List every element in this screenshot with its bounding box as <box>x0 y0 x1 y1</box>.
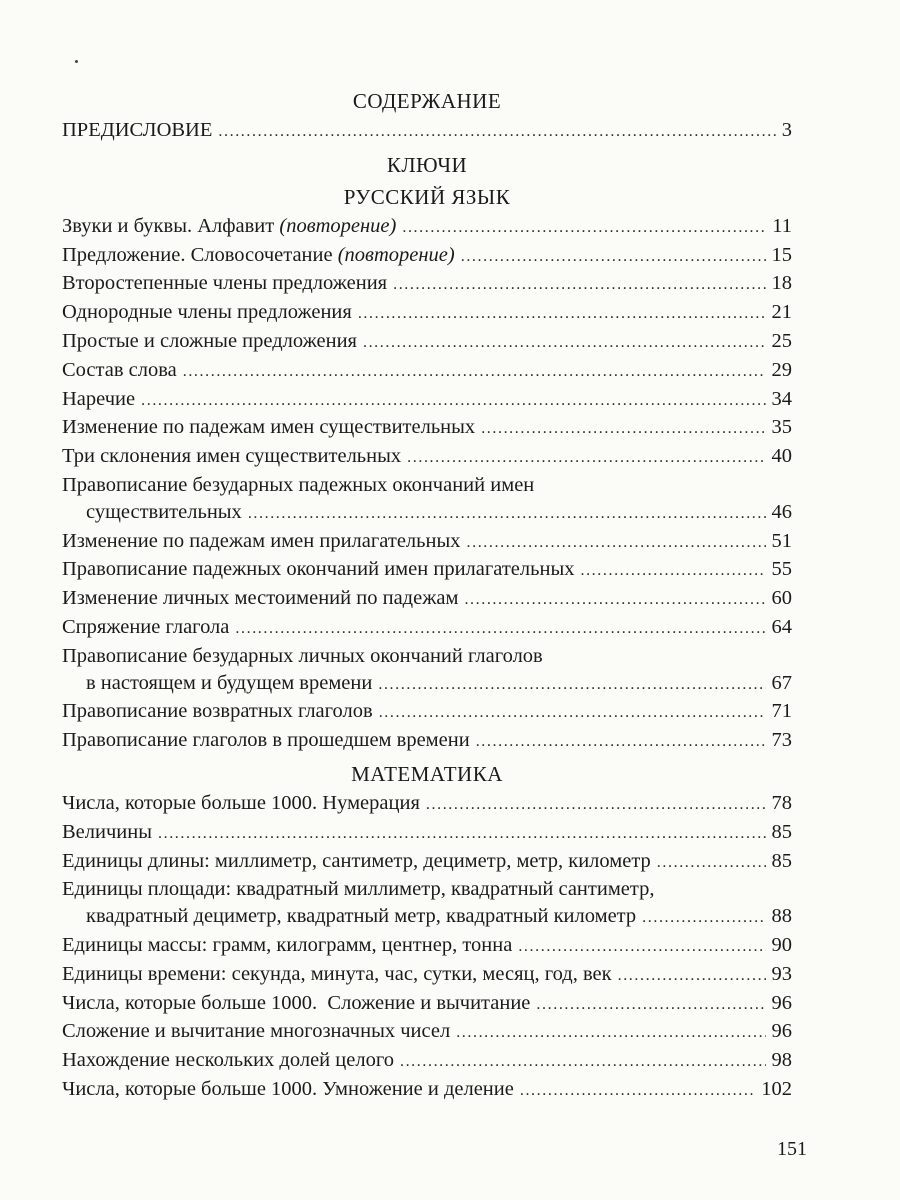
toc-entry-page: 3 <box>781 119 792 141</box>
toc-entry[interactable] <box>62 1018 792 1047</box>
toc-entry-page: 60 <box>771 587 792 610</box>
toc-entry[interactable] <box>62 614 792 643</box>
toc-entry-title-line2: существительных <box>86 500 242 523</box>
leader-dots <box>518 934 765 961</box>
leader-dots <box>235 616 765 643</box>
toc-entry-line2 <box>62 499 792 528</box>
toc-entry-page: 71 <box>771 700 792 723</box>
leader-dots <box>141 388 765 415</box>
toc-entry-page: 46 <box>771 500 792 523</box>
leader-dots <box>580 558 765 585</box>
toc-entry-page: 78 <box>771 791 792 814</box>
toc-entry-title: Второстепенные члены предложения <box>62 272 388 295</box>
leader-dots <box>426 792 766 819</box>
toc-entry-page: 15 <box>771 243 792 266</box>
page-number: 151 <box>777 1138 807 1160</box>
toc-entry-title: Единицы массы: грамм, килограмм, центнер, тонна <box>62 933 513 956</box>
toc-entry-page: 96 <box>771 1020 792 1043</box>
toc-entry-page: 98 <box>771 1049 792 1072</box>
toc-entry-line2 <box>62 903 792 932</box>
toc-entry-page: 64 <box>771 615 792 638</box>
leader-dots <box>393 272 765 299</box>
leader-dots <box>379 700 766 727</box>
leader-dots <box>467 530 766 557</box>
toc-entry-page: 29 <box>771 358 792 381</box>
toc-entry[interactable] <box>62 819 792 848</box>
leader-dots <box>158 821 766 848</box>
toc-entry-title: Числа, которые больше 1000. Нумерация <box>62 791 420 814</box>
toc-entry-title-line2: в настоящем и будущем времени <box>86 671 373 694</box>
toc-entry-line2 <box>62 670 792 699</box>
toc-entry-multiline[interactable] <box>62 472 792 528</box>
toc-entry[interactable] <box>62 790 792 819</box>
toc-entry-title: Правописание падежных окончаний имен прилагательных <box>62 558 575 581</box>
toc-entry-page: 85 <box>771 849 792 872</box>
leader-dots <box>402 215 766 242</box>
toc-entry[interactable] <box>62 386 792 415</box>
leader-dots <box>218 119 775 146</box>
toc-entry[interactable] <box>62 848 792 877</box>
toc-entry-page: 18 <box>771 272 792 295</box>
toc-entry-page: 102 <box>761 1077 792 1100</box>
toc-entry-preface[interactable] <box>62 117 792 146</box>
toc-entry-title: Изменение по падежам имен прилагательных <box>62 529 461 552</box>
toc-entry-title: Однородные члены предложения <box>62 301 352 324</box>
leader-dots <box>363 330 766 357</box>
toc-entry-page: 34 <box>771 387 792 410</box>
leader-dots <box>618 963 766 990</box>
toc-entry-title-line1: Правописание безударных личных окончаний глаголов <box>62 644 543 667</box>
toc-entry-page: 88 <box>771 905 792 928</box>
leader-dots <box>461 244 766 271</box>
leader-dots <box>358 301 766 328</box>
toc-entry-title: Единицы времени: секунда, минута, час, сутки, месяц, год, век <box>62 962 612 985</box>
toc-entry[interactable] <box>62 414 792 443</box>
toc-entry-title-line2: квадратный дециметр, квадратный метр, квадратный километр <box>86 905 637 928</box>
leader-dots <box>407 445 765 472</box>
toc-entry[interactable] <box>62 556 792 585</box>
toc-entry-page: 55 <box>771 558 792 581</box>
toc-entry-title: Числа, которые больше 1000. Сложение и вычитание <box>62 991 531 1014</box>
toc-entry-title: Правописание глаголов в прошедшем времени <box>62 729 470 752</box>
leader-dots <box>520 1078 755 1105</box>
leader-dots <box>657 850 766 877</box>
toc-entry-page: 93 <box>771 962 792 985</box>
toc-entry-page: 90 <box>771 933 792 956</box>
leader-dots <box>476 729 766 756</box>
toc-entry[interactable] <box>62 727 792 756</box>
section-heading-russian: РУССКИЙ ЯЗЫК <box>343 184 511 209</box>
toc-entry[interactable] <box>62 299 792 328</box>
toc-entry-page: 11 <box>772 214 792 237</box>
toc-entry[interactable] <box>62 585 792 614</box>
toc-entry[interactable] <box>62 961 792 990</box>
toc-entry-title: Изменение по падежам имен существительных <box>62 416 476 439</box>
toc-entry-title: Наречие <box>62 387 136 410</box>
page-title: СОДЕРЖАНИЕ <box>352 89 502 113</box>
toc-entry[interactable] <box>62 1047 792 1076</box>
toc-entry-page: 67 <box>771 671 792 694</box>
toc-entry-title: Числа, которые больше 1000. Умножение и деление <box>62 1077 514 1100</box>
toc-entry[interactable] <box>62 698 792 727</box>
leader-dots <box>481 416 765 443</box>
toc-entry-multiline[interactable] <box>62 876 792 932</box>
toc-entry[interactable] <box>62 357 792 386</box>
toc-entry-page: 21 <box>771 301 792 324</box>
toc-entry[interactable] <box>62 528 792 557</box>
toc-entry-page: 85 <box>771 820 792 843</box>
toc-entry-title: Величины <box>62 820 152 843</box>
toc-entry-page: 51 <box>771 529 792 552</box>
leader-dots <box>248 501 766 528</box>
toc-entry-title: Нахождение нескольких долей целого <box>62 1049 394 1072</box>
toc-entry-title: Правописание возвратных глаголов <box>62 700 373 723</box>
toc-entry[interactable] <box>62 242 792 271</box>
toc-entry-title: ПРЕДИСЛОВИЕ <box>62 119 213 141</box>
toc-entry[interactable] <box>62 443 792 472</box>
toc-entry-title-line1: Правописание безударных падежных окончаний имен <box>62 473 535 496</box>
leader-dots <box>642 905 765 932</box>
toc-entry-title: Звуки и буквы. Алфавит (повторение) <box>62 214 397 237</box>
toc-entry-title: Предложение. Словосочетание (повторение) <box>62 243 455 266</box>
toc-entry[interactable] <box>62 932 792 961</box>
toc-entry-multiline[interactable] <box>62 643 792 699</box>
speck <box>75 60 78 63</box>
leader-dots <box>183 359 766 386</box>
toc-entry-page: 25 <box>771 329 792 352</box>
leader-dots <box>464 587 765 614</box>
section-heading-keys: КЛЮЧИ <box>386 152 468 177</box>
toc-entry-title: Сложение и вычитание многозначных чисел <box>62 1020 451 1043</box>
leader-dots <box>536 992 765 1019</box>
toc-entry-title: Изменение личных местоимений по падежам <box>62 587 459 610</box>
toc-entry[interactable] <box>62 270 792 299</box>
toc-entry-page: 73 <box>771 729 792 752</box>
toc-entry[interactable] <box>62 328 792 357</box>
section-heading-math: МАТЕМАТИКА <box>351 761 503 786</box>
toc-entry-title: Спряжение глагола <box>62 615 230 638</box>
toc-entry-title: Единицы длины: миллиметр, сантиметр, дециметр, метр, километр <box>62 849 651 872</box>
toc-entry-title: Простые и сложные предложения <box>62 329 357 352</box>
leader-dots <box>456 1020 765 1047</box>
toc-entry[interactable] <box>62 213 792 242</box>
leader-dots <box>378 672 765 699</box>
toc-entry[interactable] <box>62 990 792 1019</box>
leader-dots <box>400 1049 766 1076</box>
toc-entry-page: 35 <box>771 416 792 439</box>
toc-entry-title: Состав слова <box>62 358 177 381</box>
table-of-contents <box>62 85 792 1105</box>
toc-entry[interactable] <box>62 1076 792 1105</box>
toc-entry-page: 96 <box>771 991 792 1014</box>
toc-entry-page: 40 <box>771 445 792 468</box>
toc-entry-title-line1: Единицы площади: квадратный миллиметр, квадратный сантиметр, <box>62 878 655 901</box>
toc-entry-title: Три склонения имен существительных <box>62 445 402 468</box>
